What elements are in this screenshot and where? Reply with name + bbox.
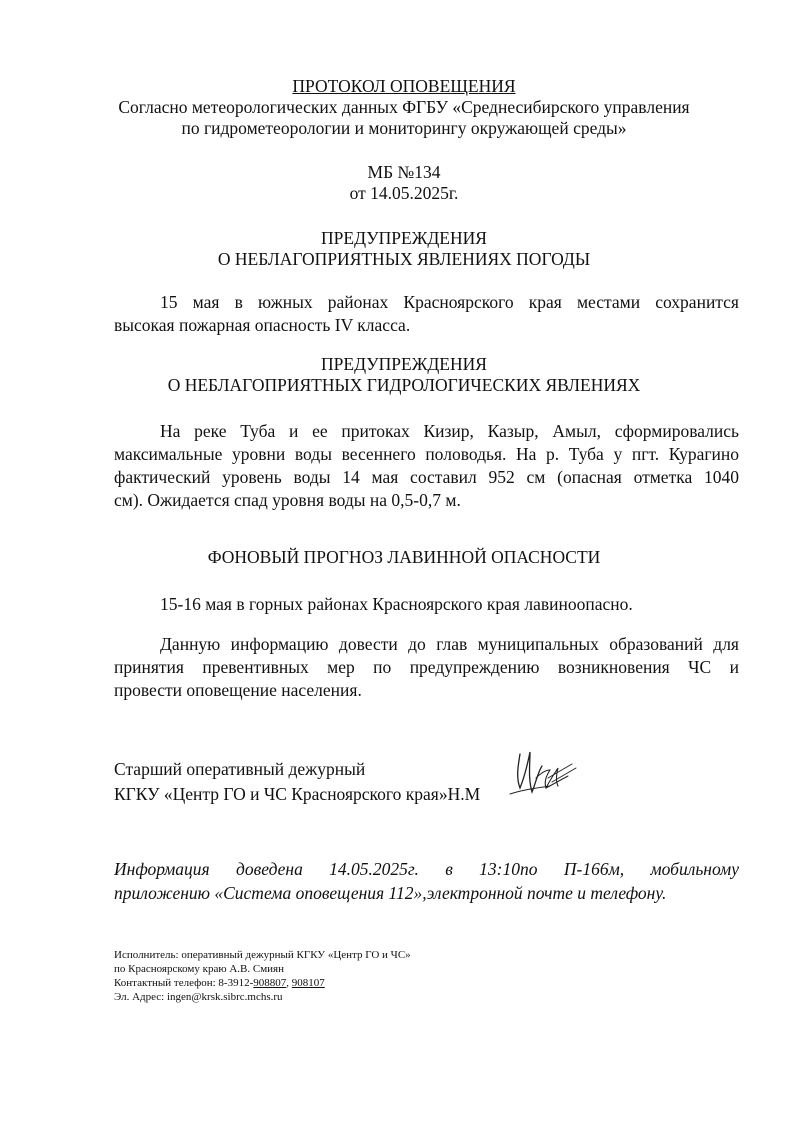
- weather-warning-text: [114, 291, 739, 337]
- instruction-line-1: Данную информацию довести до глав муниципальных образований для: [160, 634, 739, 654]
- bulletin-info: [70, 162, 738, 204]
- instruction-line-3: провести оповещение населения.: [114, 680, 362, 700]
- hydro-warning-heading: [70, 354, 738, 396]
- source-line-1: Согласно метеорологических данных ФГБУ «Среднесибирского управления: [118, 97, 690, 117]
- hydro-text-line-3: фактический уровень воды 14 мая составил 952 см (опасная отметка 1040: [114, 467, 739, 487]
- instruction-text: [114, 633, 739, 702]
- signer-position: Старший оперативный дежурный: [114, 759, 366, 779]
- executor-footer: [114, 948, 411, 1004]
- hydro-heading-1: ПРЕДУПРЕЖДЕНИЯ: [321, 354, 487, 374]
- weather-text-line-1: 15 мая в южных районах Красноярского края местами сохранится: [160, 292, 739, 312]
- delivery-line-1: Информация доведена 14.05.2025г. в 13:10по П-166м, мобильному: [114, 859, 739, 879]
- weather-heading-2: О НЕБЛАГОПРИЯТНЫХ ЯВЛЕНИЯХ ПОГОДЫ: [217, 249, 591, 269]
- instruction-line-2: принятия превентивных мер по предупреждению возникновения ЧС и: [114, 657, 739, 677]
- email-line: Эл. Адрес: ingen@krsk.sibrc.mchs.ru: [114, 991, 283, 1003]
- hydro-warning-text: [114, 420, 739, 512]
- avalanche-text: [114, 593, 739, 616]
- phone-label: Контактный телефон: 8-3912-: [114, 977, 254, 989]
- phone-number-2[interactable]: 908107: [291, 977, 325, 989]
- avalanche-text-line: 15-16 мая в горных районах Красноярского края лавиноопасно.: [160, 594, 633, 614]
- document-title: ПРОТОКОЛ ОПОВЕЩЕНИЯ: [292, 76, 516, 96]
- phone-separator: ,: [286, 977, 292, 989]
- weather-text-line-2: высокая пожарная опасность IV класса.: [114, 315, 411, 335]
- executor-line: Исполнитель: оперативный дежурный КГКУ «Центр ГО и ЧС»: [114, 949, 411, 961]
- bulletin-date: от 14.05.2025г.: [349, 183, 459, 203]
- delivery-line-2: приложению «Система оповещения 112»,электронной почте и телефону.: [114, 883, 667, 903]
- executor-region-line: по Красноярскому краю А.В. Смиян: [114, 963, 285, 975]
- signer-organization: КГКУ «Центр ГО и ЧС Красноярского края»Н.М: [114, 784, 481, 804]
- source-line-2: по гидрометеорологии и мониторингу окружающей среды»: [181, 118, 627, 138]
- hydro-text-line-1: На реке Туба и ее притоках Кизир, Казыр, Амыл, сформировались: [160, 421, 739, 441]
- hydro-text-line-4: см). Ожидается спад уровня воды на 0,5-0,7 м.: [114, 490, 461, 510]
- phone-number-1[interactable]: 908807: [253, 977, 287, 989]
- document-header: [70, 76, 738, 139]
- weather-heading-1: ПРЕДУПРЕЖДЕНИЯ: [321, 228, 487, 248]
- hydro-text-line-2: максимальные уровни воды весеннего половодья. На р. Туба у пгт. Курагино: [114, 444, 739, 464]
- hydro-heading-2: О НЕБЛАГОПРИЯТНЫХ ГИДРОЛОГИЧЕСКИХ ЯВЛЕНИЯХ: [167, 375, 641, 395]
- contact-phone-line: [114, 976, 411, 990]
- handwritten-signature: [506, 748, 578, 800]
- signer-block: [114, 759, 480, 805]
- bulletin-number: МБ №134: [367, 162, 441, 182]
- avalanche-heading: ФОНОВЫЙ ПРОГНОЗ ЛАВИННОЙ ОПАСНОСТИ: [207, 547, 601, 567]
- delivery-info: [114, 857, 739, 905]
- weather-warning-heading: [70, 228, 738, 270]
